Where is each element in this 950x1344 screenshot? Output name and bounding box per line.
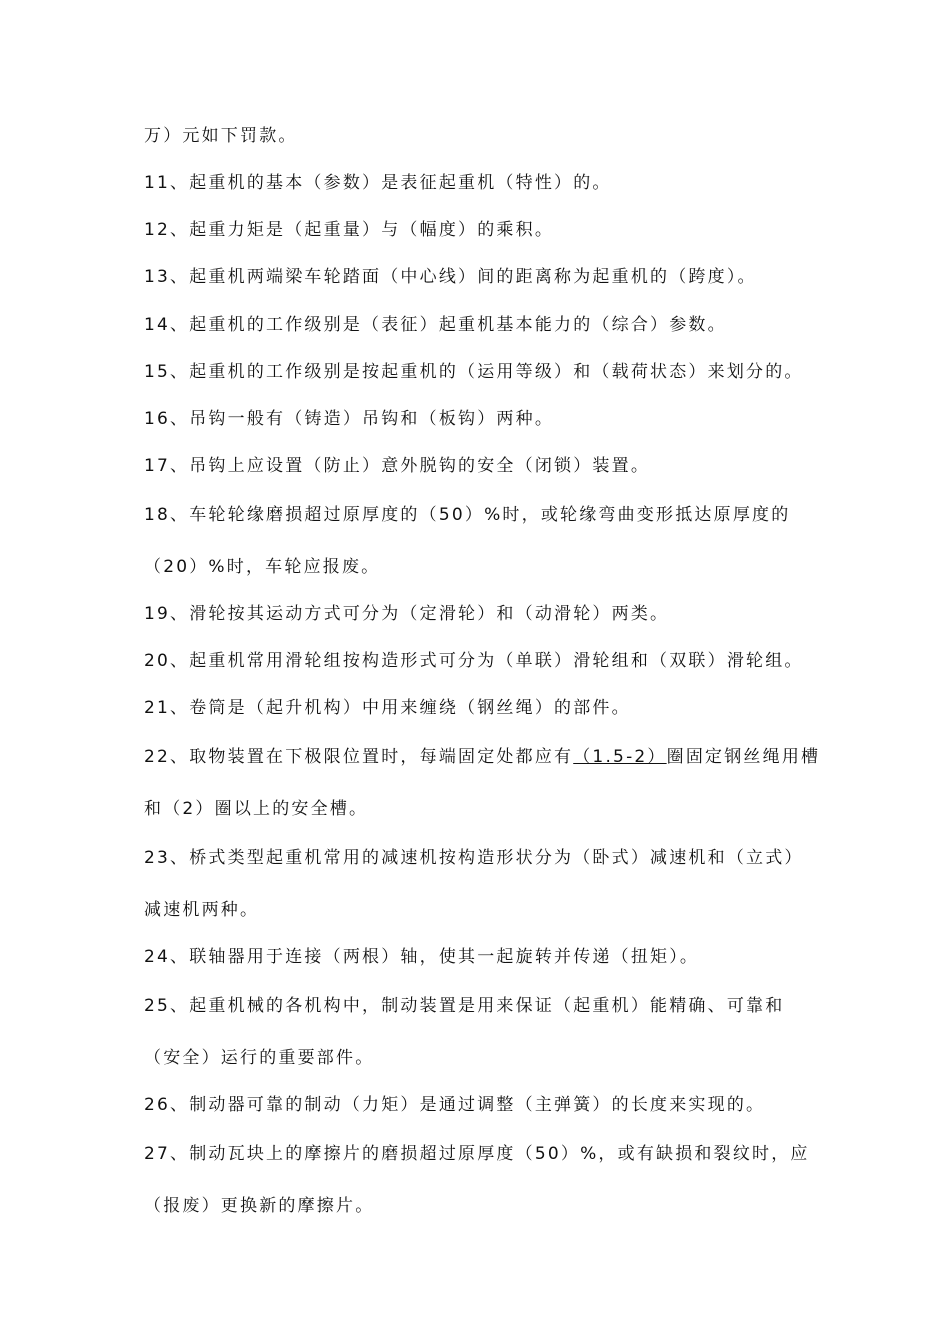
text-line: 15、起重机的工作级别是按起重机的（运用等级）和（载荷状态）来划分的。 [144,362,804,382]
text-line: 23、桥式类型起重机常用的减速机按构造形状分为（卧式）减速机和（立式） [144,848,804,868]
text-line: 14、起重机的工作级别是（表征）起重机基本能力的（综合）参数。 [144,315,727,335]
text-line: 17、吊钩上应设置（防止）意外脱钩的安全（闭锁）装置。 [144,456,651,476]
underlined-answer: （1.5-2） [573,747,667,767]
text-line: （20）%时，车轮应报废。 [144,557,381,577]
text-line: 减速机两种。 [144,900,260,920]
text-line: （安全）运行的重要部件。 [144,1048,375,1068]
text-line: 和（2）圈以上的安全槽。 [144,799,369,819]
text-line: 11、起重机的基本（参数）是表征起重机（特性）的。 [144,173,612,193]
text-line: 26、制动器可靠的制动（力矩）是通过调整（主弹簧）的长度来实现的。 [144,1095,766,1115]
text-line: 21、卷筒是（起升机构）中用来缠绕（钢丝绳）的部件。 [144,698,631,718]
text-line: 13、起重机两端梁车轮踏面（中心线）间的距离称为起重机的（跨度）。 [144,267,757,287]
text-line [144,745,820,769]
text-segment: 22、取物装置在下极限位置时，每端固定处都应有 [144,747,574,767]
text-segment: 圈固定钢丝绳用槽 [666,747,821,767]
text-line: 25、起重机械的各机构中，制动装置是用来保证（起重机）能精确、可靠和 [144,996,785,1016]
text-line: 18、车轮轮缘磨损超过原厚度的（50）%时，或轮缘弯曲变形抵达原厚度的 [144,505,791,525]
text-line: 16、吊钩一般有（铸造）吊钩和（板钩）两种。 [144,409,555,429]
text-line: （报废）更换新的摩擦片。 [144,1196,375,1216]
text-line: 27、制动瓦块上的摩擦片的磨损超过原厚度（50）%，或有缺损和裂纹时，应 [144,1144,810,1164]
text-line: 万）元如下罚款。 [144,126,298,146]
text-line: 19、滑轮按其运动方式可分为（定滑轮）和（动滑轮）两类。 [144,604,670,624]
text-line: 12、起重力矩是（起重量）与（幅度）的乘积。 [144,220,555,240]
text-line: 20、起重机常用滑轮组按构造形式可分为（单联）滑轮组和（双联）滑轮组。 [144,651,804,671]
text-line: 24、联轴器用于连接（两根）轴，使其一起旋转并传递（扭矩）。 [144,947,700,967]
